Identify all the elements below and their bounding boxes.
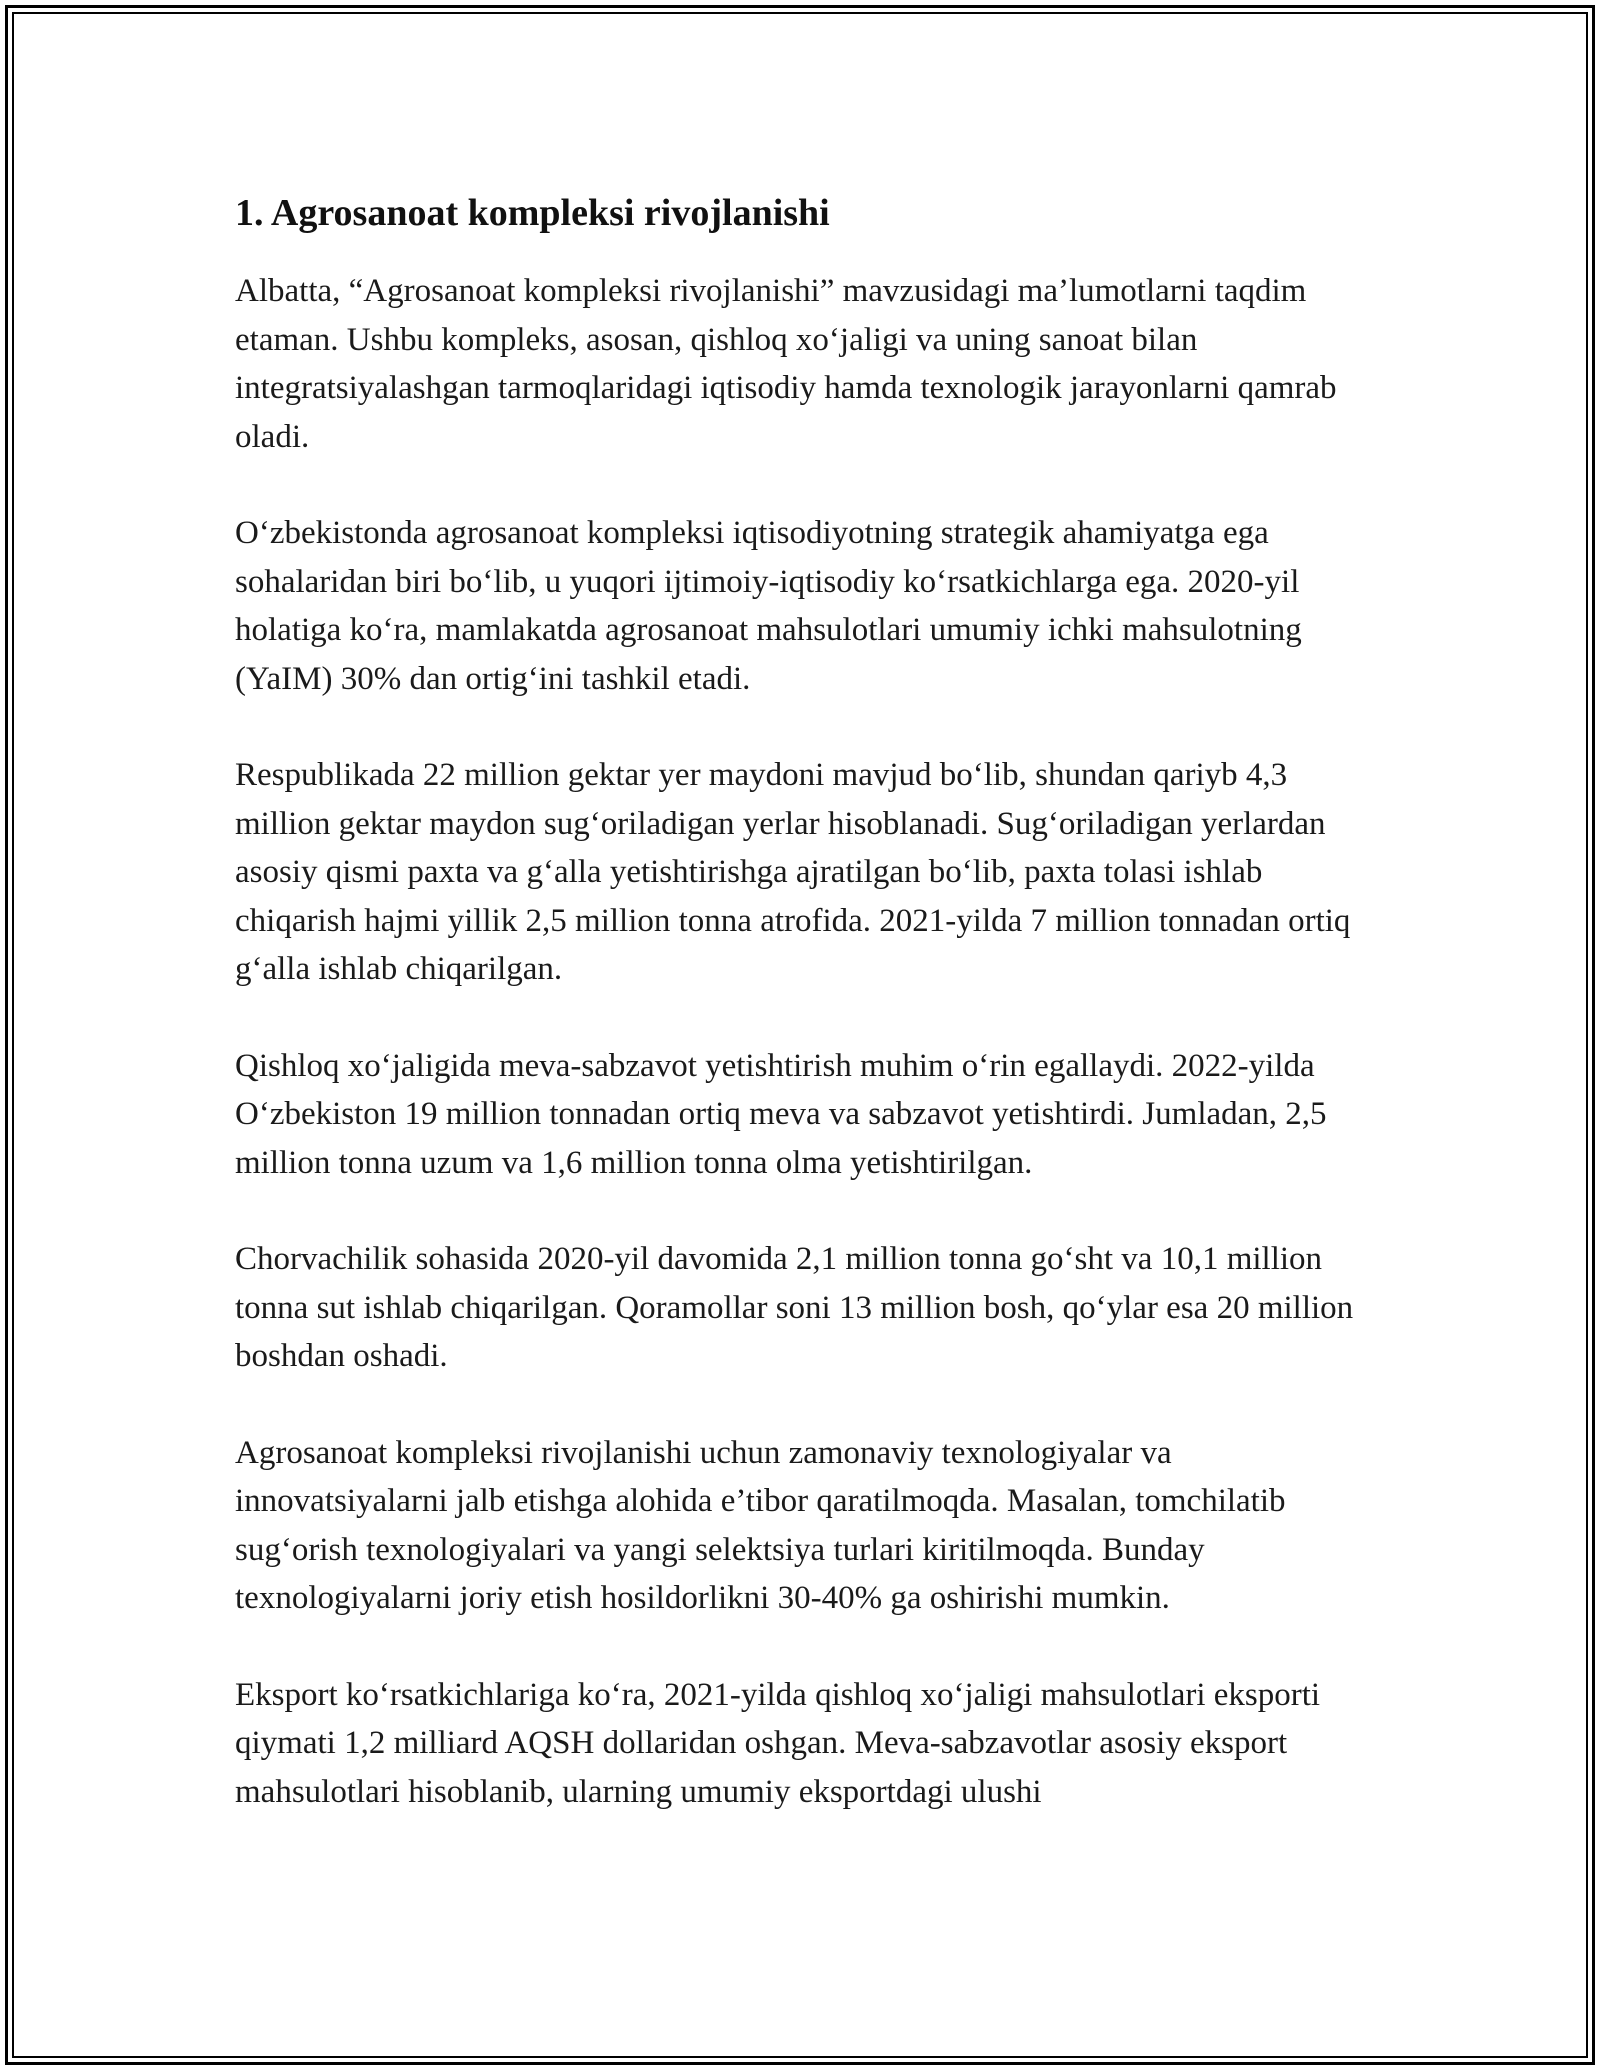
section-title: 1. Agrosanoat kompleksi rivojlanishi <box>235 192 830 234</box>
paragraph-land-resources: Respublikada 22 million gektar yer maydoni mavjud bo‘lib, shundan qariyb 4,3 million gektar maydon sug‘oriladigan yerlar hisoblanadi. Sug‘oriladigan yerlardan asosiy qismi paxta va g‘alla yetishtirishga ajratilgan bo‘lib, paxta tolasi ishlab chiqarish hajmi yillik 2,5 million tonna atrofida. 2021-yilda 7 million tonnadan ortiq g‘alla ishlab chiqarilgan. <box>235 757 1351 987</box>
paragraph-strategic-importance: O‘zbekistonda agrosanoat kompleksi iqtisodiyotning strategik ahamiyatga ega sohalaridan biri bo‘lib, u yuqori ijtimoiy-iqtisodiy ko‘rsatkichlarga ega. 2020-yil holatiga ko‘ra, mamlakatda agrosanoat mahsulotlari umumiy ichki mahsulotning (YaIM) 30% dan ortig‘ini tashkil etadi. <box>235 515 1302 697</box>
paragraph-fruit-vegetables: Qishloq xo‘jaligida meva-sabzavot yetishtirish muhim o‘rin egallaydi. 2022-yilda O‘zbekiston 19 million tonnadan ortiq meva va sabzavot yetishtirdi. Jumladan, 2,5 million tonna uzum va 1,6 million tonna olma yetishtirilgan. <box>235 1047 1327 1181</box>
paragraph-intro: Albatta, “Agrosanoat kompleksi rivojlanishi” mavzusidagi ma’lumotlarni taqdim etaman. Ushbu kompleks, asosan, qishloq xo‘jaligi va uning sanoat bilan integratsiyalashgan tarmoqlaridagi iqtisodiy hamda texnologik jarayonlarni qamrab oladi. <box>235 273 1337 455</box>
paragraph-export: Eksport ko‘rsatkichlariga ko‘ra, 2021-yilda qishloq xo‘jaligi mahsulotlari eksporti qiymati 1,2 milliard AQSH dollaridan oshgan. Meva-sabzavotlar asosiy eksport mahsulotlari hisoblanib, ularning umumiy eksportdagi ulushi <box>235 1676 1321 1810</box>
paragraph-technologies: Agrosanoat kompleksi rivojlanishi uchun zamonaviy texnologiyalar va innovatsiyalarni jalb etishga alohida e’tibor qaratilmoqda. Masalan, tomchilatib sug‘orish texnologiyalari va yangi selektsiya turlari kiritilmoqda. Bunday texnologiyalarni joriy etish hosildorlikni 30-40% ga oshirishi mumkin. <box>235 1434 1286 1616</box>
document-body <box>235 185 1375 1864</box>
paragraph-livestock: Chorvachilik sohasida 2020-yil davomida 2,1 million tonna go‘sht va 10,1 million tonna sut ishlab chiqarilgan. Qoramollar soni 13 million bosh, qo‘ylar esa 20 million boshdan oshadi. <box>235 1241 1354 1374</box>
